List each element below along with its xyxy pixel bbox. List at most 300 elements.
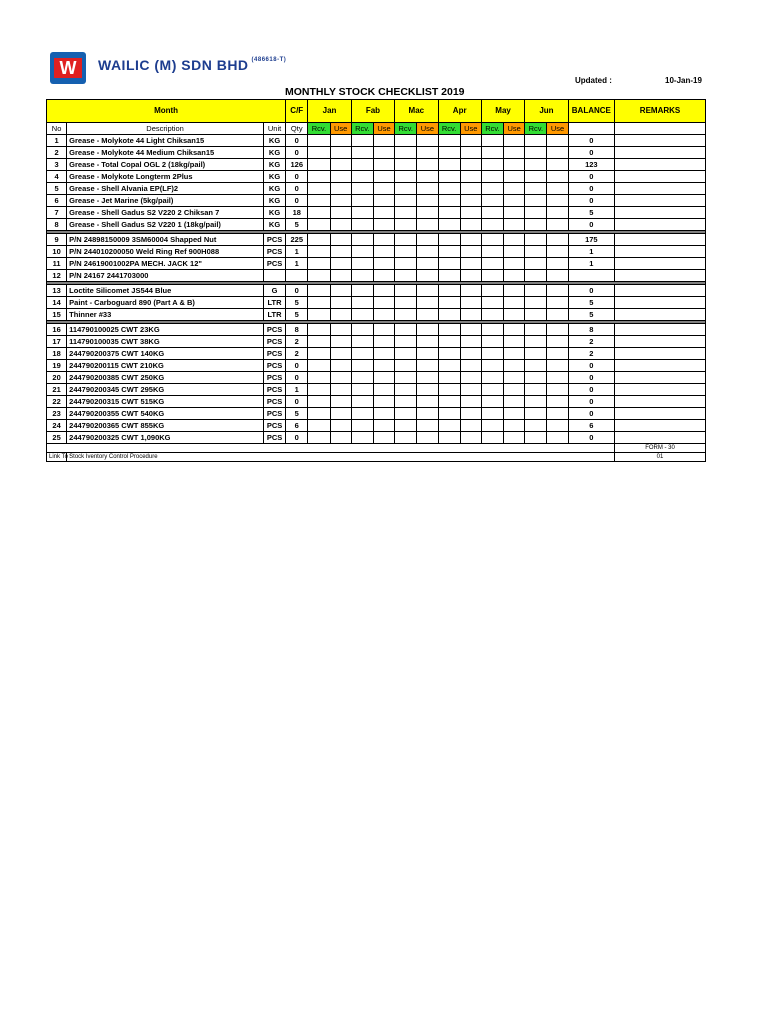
row-rcv-cell[interactable] (525, 246, 547, 258)
row-use-cell[interactable] (504, 207, 525, 219)
row-use-cell[interactable] (330, 147, 351, 159)
row-rcv-cell[interactable] (395, 396, 417, 408)
row-rcv-cell[interactable] (438, 171, 460, 183)
row-use-cell[interactable] (504, 246, 525, 258)
row-use-cell[interactable] (547, 372, 568, 384)
row-use-cell[interactable] (330, 396, 351, 408)
row-use-cell[interactable] (330, 408, 351, 420)
row-remarks[interactable] (615, 432, 706, 444)
row-use-cell[interactable] (460, 408, 481, 420)
row-remarks[interactable] (615, 309, 706, 321)
row-rcv-cell[interactable] (351, 171, 373, 183)
row-rcv-cell[interactable] (308, 195, 330, 207)
row-use-cell[interactable] (417, 219, 438, 231)
row-rcv-cell[interactable] (481, 246, 503, 258)
row-use-cell[interactable] (330, 360, 351, 372)
row-rcv-cell[interactable] (525, 219, 547, 231)
row-rcv-cell[interactable] (308, 270, 330, 282)
row-rcv-cell[interactable] (308, 234, 330, 246)
row-rcv-cell[interactable] (438, 285, 460, 297)
row-rcv-cell[interactable] (438, 336, 460, 348)
row-rcv-cell[interactable] (438, 159, 460, 171)
row-rcv-cell[interactable] (308, 336, 330, 348)
row-use-cell[interactable] (417, 207, 438, 219)
row-rcv-cell[interactable] (525, 396, 547, 408)
row-rcv-cell[interactable] (438, 297, 460, 309)
row-rcv-cell[interactable] (395, 195, 417, 207)
row-use-cell[interactable] (373, 159, 394, 171)
row-use-cell[interactable] (373, 396, 394, 408)
row-use-cell[interactable] (417, 171, 438, 183)
row-use-cell[interactable] (330, 348, 351, 360)
row-use-cell[interactable] (504, 270, 525, 282)
row-use-cell[interactable] (547, 183, 568, 195)
row-use-cell[interactable] (460, 219, 481, 231)
row-use-cell[interactable] (330, 432, 351, 444)
row-rcv-cell[interactable] (481, 348, 503, 360)
row-use-cell[interactable] (547, 207, 568, 219)
row-rcv-cell[interactable] (308, 297, 330, 309)
row-use-cell[interactable] (417, 246, 438, 258)
row-use-cell[interactable] (460, 324, 481, 336)
row-rcv-cell[interactable] (481, 372, 503, 384)
row-use-cell[interactable] (547, 360, 568, 372)
row-rcv-cell[interactable] (481, 219, 503, 231)
row-rcv-cell[interactable] (351, 246, 373, 258)
row-remarks[interactable] (615, 147, 706, 159)
row-rcv-cell[interactable] (351, 309, 373, 321)
row-use-cell[interactable] (504, 336, 525, 348)
row-use-cell[interactable] (417, 159, 438, 171)
row-use-cell[interactable] (460, 159, 481, 171)
row-use-cell[interactable] (373, 324, 394, 336)
row-rcv-cell[interactable] (395, 285, 417, 297)
row-use-cell[interactable] (373, 360, 394, 372)
row-rcv-cell[interactable] (308, 384, 330, 396)
row-rcv-cell[interactable] (351, 408, 373, 420)
row-use-cell[interactable] (504, 219, 525, 231)
row-rcv-cell[interactable] (525, 159, 547, 171)
row-use-cell[interactable] (330, 309, 351, 321)
row-use-cell[interactable] (460, 297, 481, 309)
row-use-cell[interactable] (460, 246, 481, 258)
row-use-cell[interactable] (417, 384, 438, 396)
row-use-cell[interactable] (547, 432, 568, 444)
row-rcv-cell[interactable] (481, 297, 503, 309)
row-remarks[interactable] (615, 246, 706, 258)
row-rcv-cell[interactable] (525, 285, 547, 297)
row-use-cell[interactable] (547, 297, 568, 309)
row-use-cell[interactable] (547, 195, 568, 207)
row-use-cell[interactable] (547, 309, 568, 321)
row-use-cell[interactable] (373, 219, 394, 231)
row-use-cell[interactable] (460, 396, 481, 408)
row-use-cell[interactable] (547, 135, 568, 147)
row-use-cell[interactable] (547, 324, 568, 336)
row-use-cell[interactable] (330, 234, 351, 246)
row-rcv-cell[interactable] (395, 297, 417, 309)
row-rcv-cell[interactable] (481, 384, 503, 396)
row-use-cell[interactable] (460, 432, 481, 444)
row-use-cell[interactable] (417, 258, 438, 270)
row-use-cell[interactable] (460, 336, 481, 348)
row-rcv-cell[interactable] (438, 384, 460, 396)
row-use-cell[interactable] (504, 234, 525, 246)
row-use-cell[interactable] (330, 195, 351, 207)
row-use-cell[interactable] (373, 297, 394, 309)
row-rcv-cell[interactable] (525, 408, 547, 420)
row-rcv-cell[interactable] (438, 348, 460, 360)
row-rcv-cell[interactable] (525, 183, 547, 195)
row-use-cell[interactable] (373, 270, 394, 282)
row-use-cell[interactable] (504, 372, 525, 384)
row-use-cell[interactable] (504, 408, 525, 420)
row-use-cell[interactable] (547, 384, 568, 396)
row-rcv-cell[interactable] (438, 270, 460, 282)
row-rcv-cell[interactable] (395, 219, 417, 231)
row-rcv-cell[interactable] (308, 360, 330, 372)
row-use-cell[interactable] (330, 219, 351, 231)
row-rcv-cell[interactable] (351, 348, 373, 360)
row-rcv-cell[interactable] (438, 324, 460, 336)
row-rcv-cell[interactable] (351, 384, 373, 396)
row-rcv-cell[interactable] (525, 336, 547, 348)
row-use-cell[interactable] (460, 195, 481, 207)
row-use-cell[interactable] (373, 135, 394, 147)
row-rcv-cell[interactable] (438, 360, 460, 372)
row-rcv-cell[interactable] (525, 207, 547, 219)
row-use-cell[interactable] (330, 324, 351, 336)
row-use-cell[interactable] (417, 135, 438, 147)
row-use-cell[interactable] (504, 183, 525, 195)
row-use-cell[interactable] (417, 360, 438, 372)
row-use-cell[interactable] (373, 171, 394, 183)
row-rcv-cell[interactable] (395, 183, 417, 195)
row-rcv-cell[interactable] (351, 396, 373, 408)
row-use-cell[interactable] (460, 183, 481, 195)
row-use-cell[interactable] (460, 171, 481, 183)
row-use-cell[interactable] (417, 297, 438, 309)
row-rcv-cell[interactable] (481, 396, 503, 408)
row-use-cell[interactable] (547, 171, 568, 183)
row-rcv-cell[interactable] (351, 147, 373, 159)
row-use-cell[interactable] (330, 135, 351, 147)
row-rcv-cell[interactable] (351, 336, 373, 348)
row-use-cell[interactable] (330, 270, 351, 282)
row-use-cell[interactable] (547, 285, 568, 297)
row-remarks[interactable] (615, 348, 706, 360)
row-rcv-cell[interactable] (308, 324, 330, 336)
row-rcv-cell[interactable] (525, 360, 547, 372)
row-use-cell[interactable] (504, 159, 525, 171)
row-rcv-cell[interactable] (351, 285, 373, 297)
row-rcv-cell[interactable] (481, 336, 503, 348)
row-use-cell[interactable] (547, 270, 568, 282)
row-use-cell[interactable] (547, 147, 568, 159)
row-rcv-cell[interactable] (438, 420, 460, 432)
row-rcv-cell[interactable] (308, 135, 330, 147)
row-rcv-cell[interactable] (438, 372, 460, 384)
row-rcv-cell[interactable] (351, 135, 373, 147)
row-use-cell[interactable] (504, 285, 525, 297)
row-use-cell[interactable] (373, 195, 394, 207)
row-use-cell[interactable] (330, 420, 351, 432)
row-use-cell[interactable] (547, 420, 568, 432)
row-rcv-cell[interactable] (395, 408, 417, 420)
row-use-cell[interactable] (460, 309, 481, 321)
row-rcv-cell[interactable] (351, 420, 373, 432)
row-use-cell[interactable] (330, 171, 351, 183)
row-use-cell[interactable] (504, 420, 525, 432)
row-use-cell[interactable] (460, 234, 481, 246)
row-rcv-cell[interactable] (395, 348, 417, 360)
row-use-cell[interactable] (504, 396, 525, 408)
row-rcv-cell[interactable] (438, 408, 460, 420)
row-rcv-cell[interactable] (395, 336, 417, 348)
row-rcv-cell[interactable] (308, 258, 330, 270)
row-rcv-cell[interactable] (395, 147, 417, 159)
row-rcv-cell[interactable] (525, 135, 547, 147)
row-rcv-cell[interactable] (351, 360, 373, 372)
row-use-cell[interactable] (460, 360, 481, 372)
row-use-cell[interactable] (373, 372, 394, 384)
row-rcv-cell[interactable] (308, 171, 330, 183)
row-rcv-cell[interactable] (395, 270, 417, 282)
row-rcv-cell[interactable] (525, 309, 547, 321)
row-rcv-cell[interactable] (481, 432, 503, 444)
row-rcv-cell[interactable] (481, 420, 503, 432)
row-use-cell[interactable] (547, 396, 568, 408)
row-remarks[interactable] (615, 159, 706, 171)
row-use-cell[interactable] (547, 234, 568, 246)
row-remarks[interactable] (615, 336, 706, 348)
row-rcv-cell[interactable] (308, 183, 330, 195)
row-rcv-cell[interactable] (395, 324, 417, 336)
row-rcv-cell[interactable] (351, 195, 373, 207)
row-rcv-cell[interactable] (438, 432, 460, 444)
row-use-cell[interactable] (373, 246, 394, 258)
row-use-cell[interactable] (330, 336, 351, 348)
row-rcv-cell[interactable] (481, 147, 503, 159)
row-use-cell[interactable] (330, 285, 351, 297)
row-use-cell[interactable] (547, 408, 568, 420)
row-use-cell[interactable] (460, 285, 481, 297)
row-rcv-cell[interactable] (525, 171, 547, 183)
row-rcv-cell[interactable] (525, 372, 547, 384)
row-use-cell[interactable] (330, 183, 351, 195)
row-use-cell[interactable] (417, 195, 438, 207)
row-rcv-cell[interactable] (308, 159, 330, 171)
row-use-cell[interactable] (373, 183, 394, 195)
row-rcv-cell[interactable] (351, 207, 373, 219)
row-use-cell[interactable] (330, 372, 351, 384)
row-use-cell[interactable] (330, 159, 351, 171)
row-remarks[interactable] (615, 384, 706, 396)
row-use-cell[interactable] (373, 285, 394, 297)
row-rcv-cell[interactable] (481, 135, 503, 147)
row-remarks[interactable] (615, 207, 706, 219)
row-rcv-cell[interactable] (395, 360, 417, 372)
row-remarks[interactable] (615, 234, 706, 246)
row-use-cell[interactable] (417, 396, 438, 408)
row-use-cell[interactable] (417, 420, 438, 432)
row-use-cell[interactable] (504, 195, 525, 207)
row-rcv-cell[interactable] (525, 297, 547, 309)
row-use-cell[interactable] (330, 246, 351, 258)
row-rcv-cell[interactable] (351, 219, 373, 231)
row-rcv-cell[interactable] (395, 384, 417, 396)
row-rcv-cell[interactable] (481, 258, 503, 270)
row-use-cell[interactable] (330, 207, 351, 219)
row-remarks[interactable] (615, 183, 706, 195)
row-use-cell[interactable] (460, 372, 481, 384)
row-rcv-cell[interactable] (481, 234, 503, 246)
row-remarks[interactable] (615, 270, 706, 282)
row-remarks[interactable] (615, 324, 706, 336)
row-rcv-cell[interactable] (395, 372, 417, 384)
row-use-cell[interactable] (417, 234, 438, 246)
row-rcv-cell[interactable] (351, 297, 373, 309)
row-use-cell[interactable] (417, 324, 438, 336)
row-rcv-cell[interactable] (395, 420, 417, 432)
row-use-cell[interactable] (504, 147, 525, 159)
row-use-cell[interactable] (504, 360, 525, 372)
row-rcv-cell[interactable] (351, 432, 373, 444)
row-use-cell[interactable] (460, 384, 481, 396)
row-use-cell[interactable] (547, 246, 568, 258)
row-rcv-cell[interactable] (525, 258, 547, 270)
row-use-cell[interactable] (460, 420, 481, 432)
row-use-cell[interactable] (417, 270, 438, 282)
row-remarks[interactable] (615, 396, 706, 408)
row-use-cell[interactable] (417, 348, 438, 360)
row-use-cell[interactable] (547, 219, 568, 231)
row-rcv-cell[interactable] (525, 420, 547, 432)
row-rcv-cell[interactable] (438, 207, 460, 219)
row-remarks[interactable] (615, 258, 706, 270)
row-use-cell[interactable] (373, 309, 394, 321)
row-use-cell[interactable] (373, 207, 394, 219)
row-rcv-cell[interactable] (351, 159, 373, 171)
row-remarks[interactable] (615, 408, 706, 420)
row-rcv-cell[interactable] (481, 159, 503, 171)
row-rcv-cell[interactable] (438, 147, 460, 159)
row-rcv-cell[interactable] (525, 270, 547, 282)
row-use-cell[interactable] (547, 159, 568, 171)
row-use-cell[interactable] (504, 432, 525, 444)
row-use-cell[interactable] (373, 384, 394, 396)
row-rcv-cell[interactable] (395, 234, 417, 246)
row-rcv-cell[interactable] (438, 309, 460, 321)
row-use-cell[interactable] (417, 336, 438, 348)
row-use-cell[interactable] (504, 384, 525, 396)
row-use-cell[interactable] (417, 309, 438, 321)
row-remarks[interactable] (615, 420, 706, 432)
row-rcv-cell[interactable] (481, 195, 503, 207)
row-rcv-cell[interactable] (481, 183, 503, 195)
row-rcv-cell[interactable] (308, 147, 330, 159)
row-use-cell[interactable] (504, 135, 525, 147)
row-rcv-cell[interactable] (351, 183, 373, 195)
row-rcv-cell[interactable] (351, 270, 373, 282)
row-use-cell[interactable] (330, 384, 351, 396)
row-rcv-cell[interactable] (438, 195, 460, 207)
row-use-cell[interactable] (417, 408, 438, 420)
row-rcv-cell[interactable] (481, 285, 503, 297)
row-rcv-cell[interactable] (438, 219, 460, 231)
row-rcv-cell[interactable] (308, 432, 330, 444)
row-use-cell[interactable] (330, 297, 351, 309)
row-use-cell[interactable] (504, 324, 525, 336)
row-use-cell[interactable] (373, 432, 394, 444)
row-rcv-cell[interactable] (351, 234, 373, 246)
row-use-cell[interactable] (547, 336, 568, 348)
row-rcv-cell[interactable] (308, 207, 330, 219)
row-rcv-cell[interactable] (438, 396, 460, 408)
row-rcv-cell[interactable] (481, 309, 503, 321)
row-use-cell[interactable] (373, 348, 394, 360)
row-rcv-cell[interactable] (438, 183, 460, 195)
row-use-cell[interactable] (373, 258, 394, 270)
row-rcv-cell[interactable] (308, 285, 330, 297)
row-use-cell[interactable] (417, 183, 438, 195)
row-rcv-cell[interactable] (351, 258, 373, 270)
row-rcv-cell[interactable] (438, 135, 460, 147)
row-rcv-cell[interactable] (308, 420, 330, 432)
row-rcv-cell[interactable] (308, 219, 330, 231)
row-rcv-cell[interactable] (308, 408, 330, 420)
row-use-cell[interactable] (417, 147, 438, 159)
row-rcv-cell[interactable] (395, 171, 417, 183)
row-rcv-cell[interactable] (481, 360, 503, 372)
row-use-cell[interactable] (504, 309, 525, 321)
row-use-cell[interactable] (373, 408, 394, 420)
row-rcv-cell[interactable] (395, 432, 417, 444)
row-rcv-cell[interactable] (525, 432, 547, 444)
row-remarks[interactable] (615, 297, 706, 309)
row-rcv-cell[interactable] (395, 207, 417, 219)
row-rcv-cell[interactable] (395, 159, 417, 171)
row-rcv-cell[interactable] (525, 384, 547, 396)
row-rcv-cell[interactable] (525, 234, 547, 246)
row-rcv-cell[interactable] (308, 348, 330, 360)
row-remarks[interactable] (615, 360, 706, 372)
row-rcv-cell[interactable] (395, 246, 417, 258)
row-remarks[interactable] (615, 171, 706, 183)
row-use-cell[interactable] (417, 285, 438, 297)
row-use-cell[interactable] (373, 420, 394, 432)
row-rcv-cell[interactable] (438, 234, 460, 246)
row-rcv-cell[interactable] (351, 372, 373, 384)
row-rcv-cell[interactable] (481, 270, 503, 282)
row-rcv-cell[interactable] (308, 372, 330, 384)
row-rcv-cell[interactable] (438, 258, 460, 270)
row-use-cell[interactable] (460, 270, 481, 282)
row-rcv-cell[interactable] (525, 324, 547, 336)
row-use-cell[interactable] (373, 336, 394, 348)
row-rcv-cell[interactable] (308, 309, 330, 321)
row-remarks[interactable] (615, 219, 706, 231)
row-rcv-cell[interactable] (438, 246, 460, 258)
row-rcv-cell[interactable] (481, 171, 503, 183)
row-rcv-cell[interactable] (481, 207, 503, 219)
row-use-cell[interactable] (460, 147, 481, 159)
row-use-cell[interactable] (417, 432, 438, 444)
row-rcv-cell[interactable] (525, 147, 547, 159)
row-use-cell[interactable] (330, 258, 351, 270)
row-rcv-cell[interactable] (395, 135, 417, 147)
row-remarks[interactable] (615, 135, 706, 147)
